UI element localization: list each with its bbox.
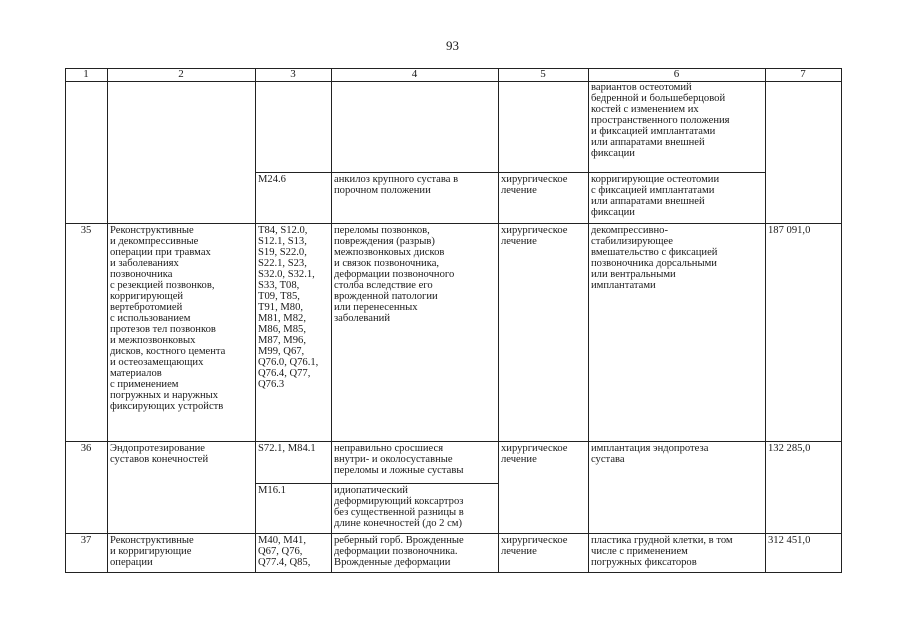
diagnosis-cell: реберный горб. Врожденные деформации позвоночника. Врожденные деформации xyxy=(334,535,464,568)
service-name-cell: Эндопротезирование суставов конечностей xyxy=(110,443,209,465)
column-border xyxy=(588,68,589,573)
column-border xyxy=(255,68,256,573)
page-number: 93 xyxy=(446,38,459,53)
row-divider xyxy=(65,533,841,534)
diagnosis-cell: идиопатический деформирующий коксартроз без существенной разницы в длине конечностей (до 2 см) xyxy=(334,485,464,529)
service-name-cell: Реконструктивные и корригирующие операции xyxy=(110,535,194,568)
method-cell: корригирующие остеотомии с фиксацией имплантатами или аппаратами внешней фиксации xyxy=(591,174,720,218)
cost-cell: 132 285,0 xyxy=(768,443,811,454)
header-cell: 7 xyxy=(800,68,806,80)
header-cell: 4 xyxy=(411,68,418,80)
method-cell: декомпрессивно- стабилизирующее вмешательство с фиксацией позвоночника дорсальными или вентральными имплантатами xyxy=(591,225,718,291)
diagnosis-cell: переломы позвонков, повреждения (разрыв) межпозвонковых дисков и связок позвоночника, деформации позвоночного столба вследствие его врожденной патологии или перенесенных заболеваний xyxy=(334,225,455,324)
header-cell: 5 xyxy=(540,68,546,80)
diagnosis-cell: анкилоз крупного сустава в порочном положении xyxy=(334,174,459,196)
cost-cell: 187 091,0 xyxy=(768,225,811,236)
method-cell: имплантация эндопротеза сустава xyxy=(591,443,709,465)
header-cell: 3 xyxy=(290,68,296,80)
row-number-cell: 37 xyxy=(80,535,92,546)
row-number-cell: 35 xyxy=(80,225,92,236)
column-border xyxy=(841,68,842,573)
row-number-cell: 36 xyxy=(80,443,92,454)
column-border xyxy=(107,68,108,573)
diagnosis-cell: неправильно сросшиеся внутри- и околосуставные переломы и ложные суставы xyxy=(334,443,464,476)
treatment-type-cell: хирургическое лечение xyxy=(501,535,568,557)
column-border xyxy=(765,68,766,573)
treatment-type-cell: хирургическое лечение xyxy=(501,443,568,465)
column-border xyxy=(65,68,66,573)
icd-code-cell: M16.1 xyxy=(258,485,286,496)
header-cell: 2 xyxy=(178,68,184,80)
method-cell: вариантов остеотомий бедренной и большеберцовой костей с изменением их пространственного положения и фиксацией имплантатами или аппаратами внешней фиксации xyxy=(591,82,730,159)
icd-code-cell: M40, M41, Q67, Q76, Q77.4, Q85, xyxy=(258,535,311,568)
method-cell: пластика грудной клетки, в том числе с применением погружных фиксаторов xyxy=(591,535,733,568)
icd-code-cell: S72.1, M84.1 xyxy=(258,443,316,454)
icd-code-cell: T84, S12.0, S12.1, S13, S19, S22.0, S22.1, S23, S32.0, S32.1, S33, T08, T09, T85, T91, M80, M81, M82, M86, M85, M87, M96, M99, Q67, Q76.0, Q76.1, Q76.4, Q77, Q76.3 xyxy=(258,225,319,390)
header-cell: 1 xyxy=(83,68,89,80)
treatment-type-cell: хирургическое лечение xyxy=(501,225,568,247)
cost-cell: 312 451,0 xyxy=(768,535,811,546)
column-border xyxy=(498,68,499,573)
header-cell: 6 xyxy=(673,68,680,80)
row-divider xyxy=(255,483,498,484)
icd-code-cell: M24.6 xyxy=(258,174,286,185)
row-divider xyxy=(65,223,841,224)
service-name-cell: Реконструктивные и декомпрессивные операции при травмах и заболеваниях позвоночника с резекцией позвонков, корригирующей вертебротомией с использованием протезов тел позвонков и межпозвонковых дисков, костного цемента и остеозамещающих материалов с применением погружных и наружных фиксирующих устройств xyxy=(110,225,226,412)
table-bottom-border xyxy=(65,572,841,573)
treatment-type-cell: хирургическое лечение xyxy=(501,174,568,196)
row-divider xyxy=(65,441,841,442)
